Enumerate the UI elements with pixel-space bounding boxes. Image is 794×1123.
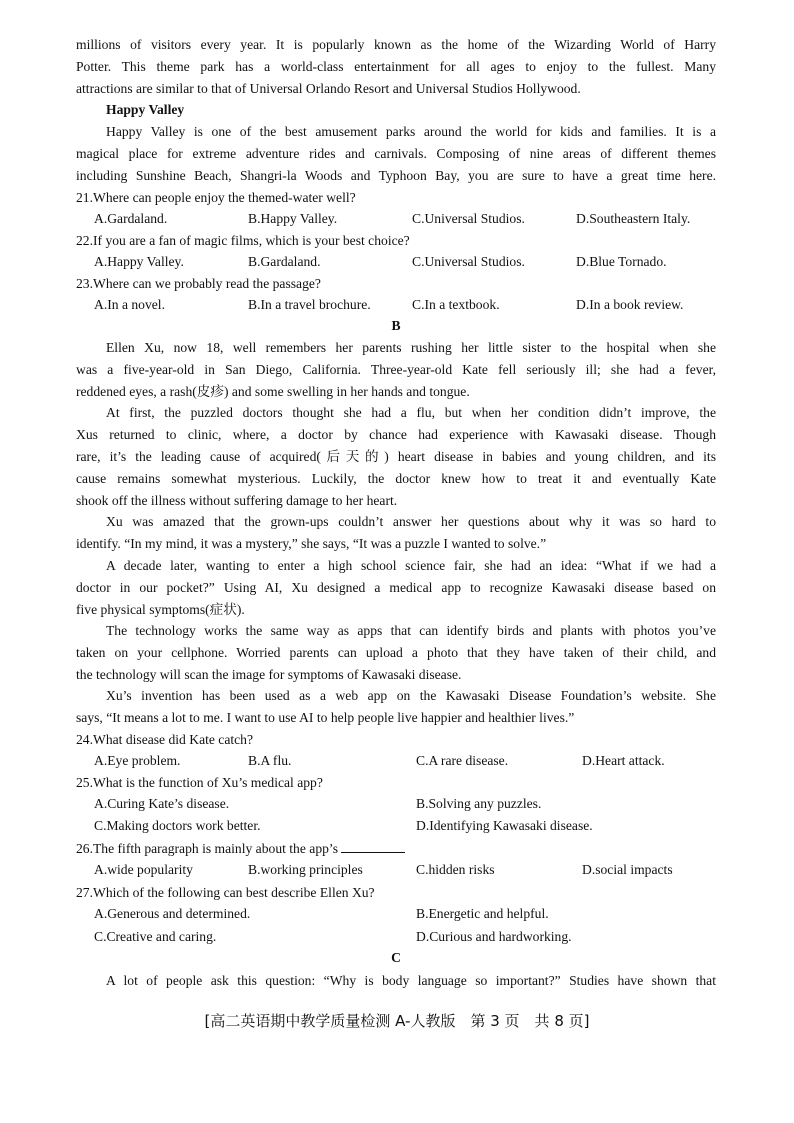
passage-line: five physical symptoms(症状).	[76, 602, 245, 617]
option-d: D.Curious and hardworking.	[416, 929, 572, 944]
passage-line: At first, the puzzled doctors thought she had a flu, but when her condition didn’t improve, the	[106, 405, 716, 420]
option-a: A.wide popularity	[94, 862, 193, 877]
question-stem-text: 26.The fifth paragraph is mainly about the app’s	[76, 841, 338, 856]
question-stem: 21.Where can people enjoy the themed-water well?	[76, 190, 356, 205]
question-stem: 23.Where can we probably read the passage?	[76, 276, 321, 291]
passage-line: A decade later, wanting to enter a high school science fair, she had an idea: “What if we had a	[106, 558, 716, 573]
option-c: C.Creative and caring.	[94, 929, 217, 944]
passage-line: The technology works the same way as apps that can identify birds and plants with photos you’ve	[106, 623, 716, 638]
passage-line: Xus returned to clinic, where, a doctor by chance had experience with Kawasaki disease. Though	[76, 427, 716, 442]
section-label: B	[391, 318, 401, 333]
passage-line: Potter. This theme park has a world-class entertainment for all ages to enjoy to the fullest. Many	[76, 59, 716, 74]
passage-line: magical place for extreme adventure rides and carnivals. Composing of nine areas of different themes	[76, 146, 716, 161]
question-stem: 27.Which of the following can best describe Ellen Xu?	[76, 885, 375, 900]
passage-line: was a five-year-old in San Diego, California. Three-year-old Kate fell seriously ill; she had a fever,	[76, 362, 716, 377]
option-c: C.Universal Studios.	[412, 211, 525, 226]
option-b: B.Gardaland.	[248, 254, 321, 269]
passage-line: rare, it’s the leading cause of acquired(后天的) heart disease in babies and young children, and its	[76, 449, 716, 464]
passage-line: doctor in our pocket?” Using AI, Xu designed a medical app to recognize Kawasaki disease based on	[76, 580, 716, 595]
passage-line: reddened eyes, a rash(皮疹) and some swelling in her hands and tongue.	[76, 384, 470, 399]
page-footer: [高二英语期中教学质量检测 A-人教版 第 3 页 共 8 页]	[204, 1012, 590, 1030]
passage-line: Ellen Xu, now 18, well remembers her parents rushing her little sister to the hospital when she	[106, 340, 716, 355]
passage-line: millions of visitors every year. It is popularly known as the home of the Wizarding World of Harry	[76, 37, 716, 52]
passage-line: says, “It means a lot to me. I want to use AI to help people live happier and healthier lives.”	[76, 710, 575, 725]
option-d: D.Blue Tornado.	[576, 254, 667, 269]
option-b: B.A flu.	[248, 753, 292, 768]
option-d: D.Identifying Kawasaki disease.	[416, 818, 593, 833]
passage-line: shook off the illness without suffering damage to her heart.	[76, 493, 398, 508]
passage-line: identify. “In my mind, it was a mystery,” she says, “It was a puzzle I wanted to solve.”	[76, 536, 547, 551]
option-d: D.Heart attack.	[582, 753, 665, 768]
option-a: A.Curing Kate’s disease.	[94, 796, 230, 811]
option-b: B.working principles	[248, 862, 363, 877]
passage-line: Happy Valley is one of the best amusement parks around the world for kids and families. It is a	[106, 124, 716, 139]
passage-line: A lot of people ask this question: “Why is body language so important?” Studies have shown that	[106, 973, 716, 988]
option-c: C.Universal Studios.	[412, 254, 525, 269]
option-d: D.social impacts	[582, 862, 673, 877]
passage-line: attractions are similar to that of Universal Orlando Resort and Universal Studios Hollywood.	[76, 81, 581, 96]
option-d: D.Southeastern Italy.	[576, 211, 691, 226]
option-a: A.Happy Valley.	[94, 254, 184, 269]
option-c: C.A rare disease.	[416, 753, 509, 768]
passage-line: the technology will scan the image for symptoms of Kawasaki disease.	[76, 667, 462, 682]
answer-blank	[341, 838, 405, 853]
option-d: D.In a book review.	[576, 297, 684, 312]
option-c: C.In a textbook.	[412, 297, 500, 312]
passage-line: cause remains somewhat mysterious. Luckily, the doctor knew how to treat it and eventually Kate	[76, 471, 716, 486]
question-stem: 22.If you are a fan of magic films, which is your best choice?	[76, 233, 410, 248]
option-a: A.Gardaland.	[94, 211, 168, 226]
question-stem: 24.What disease did Kate catch?	[76, 732, 254, 747]
passage-line: taken on your cellphone. Worried parents can upload a photo that they have taken of their child, and	[76, 645, 716, 660]
option-a: A.Generous and determined.	[94, 906, 251, 921]
question-stem: 25.What is the function of Xu’s medical app?	[76, 775, 323, 790]
option-b: B.Solving any puzzles.	[416, 796, 542, 811]
option-b: B.Happy Valley.	[248, 211, 338, 226]
section-label: C	[391, 950, 401, 965]
option-c: C.Making doctors work better.	[94, 818, 261, 833]
section-heading: Happy Valley	[106, 102, 185, 117]
passage-line: Xu was amazed that the grown-ups couldn’t answer her questions about why it was so hard to	[106, 514, 716, 529]
option-a: A.In a novel.	[94, 297, 165, 312]
option-b: B.Energetic and helpful.	[416, 906, 549, 921]
passage-line: Xu’s invention has been used as a web app on the Kawasaki Disease Foundation’s website. She	[106, 688, 716, 703]
question-stem	[76, 838, 716, 860]
option-b: B.In a travel brochure.	[248, 297, 371, 312]
option-c: C.hidden risks	[416, 862, 495, 877]
passage-line: including Sunshine Beach, Shangri-la Woods and Typhoon Bay, you are sure to have a great time here.	[76, 168, 716, 183]
option-a: A.Eye problem.	[94, 753, 181, 768]
